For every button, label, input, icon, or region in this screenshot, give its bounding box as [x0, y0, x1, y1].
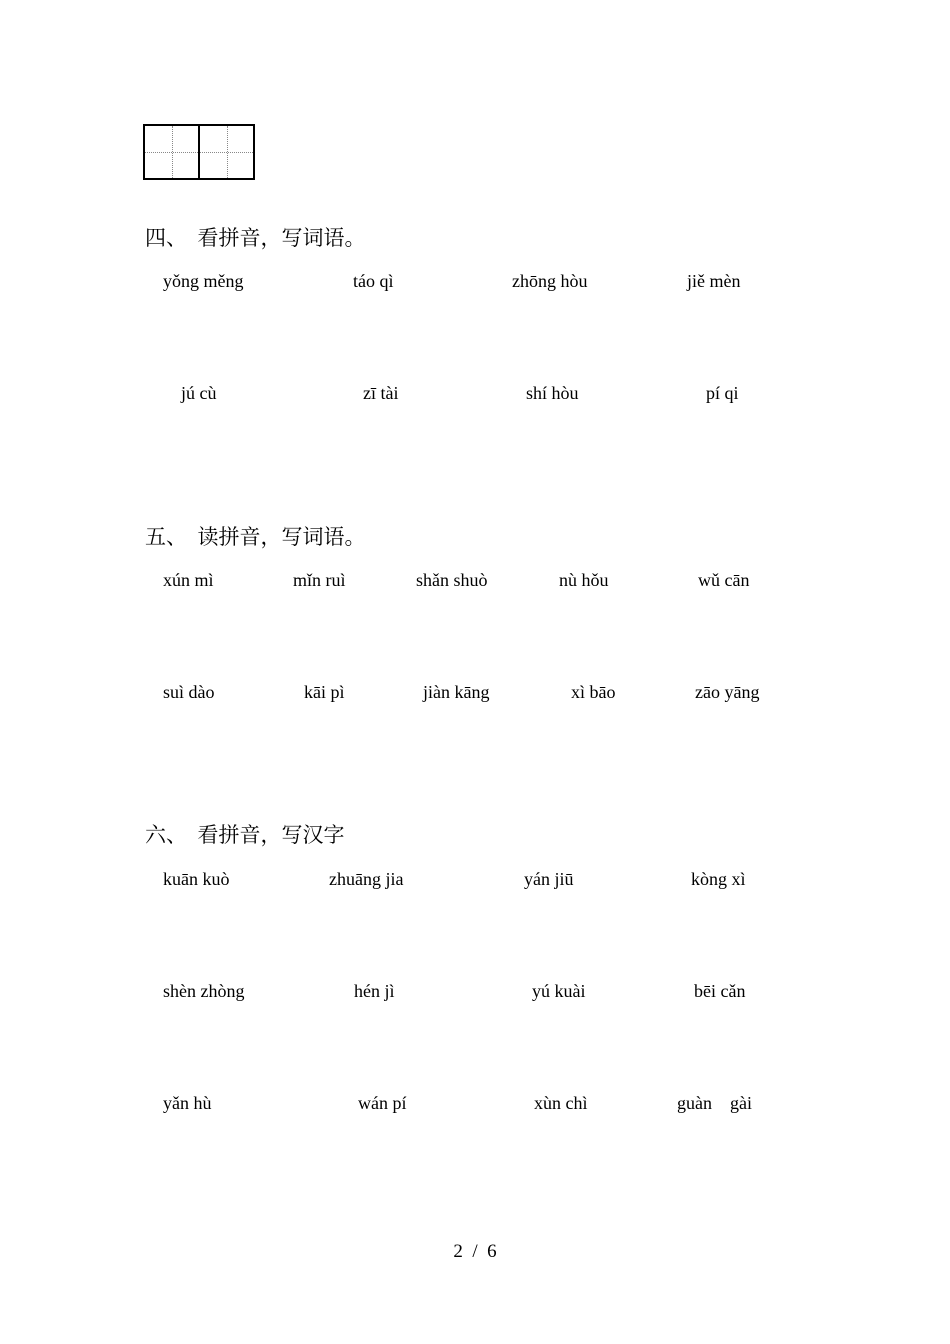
- pinyin-item: zhōng hòu: [512, 271, 588, 291]
- pinyin-item: kuān kuò: [163, 869, 230, 889]
- pinyin-item: bēi cǎn: [694, 981, 746, 1001]
- writing-grid-cell: [145, 126, 198, 178]
- pinyin-item: zhuāng jia: [329, 869, 404, 889]
- page-number: 2 / 6: [453, 1241, 497, 1262]
- pinyin-item: yú kuài: [532, 981, 586, 1001]
- pinyin-item: mǐn ruì: [293, 570, 346, 590]
- pinyin-item: wǔ cān: [698, 570, 750, 590]
- pinyin-item: jiàn kāng: [423, 682, 490, 702]
- pinyin-item: guàn gài: [677, 1093, 752, 1113]
- pinyin-item: zī tài: [363, 383, 399, 403]
- pinyin-item: kòng xì: [691, 869, 746, 889]
- section4-heading: 四、 看拼音，写词语。: [145, 226, 366, 250]
- pinyin-item: pí qi: [706, 383, 739, 403]
- pinyin-item: yán jiū: [524, 869, 574, 889]
- pinyin-item: nù hǒu: [559, 570, 609, 590]
- pinyin-item: jú cù: [181, 383, 217, 403]
- pinyin-item: suì dào: [163, 682, 215, 702]
- section5-heading: 五、 读拼音，写词语。: [145, 525, 366, 549]
- pinyin-item: xì bāo: [571, 682, 616, 702]
- pinyin-item: táo qì: [353, 271, 394, 291]
- pinyin-item: yǒng měng: [163, 271, 244, 291]
- pinyin-item: hén jì: [354, 981, 395, 1001]
- pinyin-item: zāo yāng: [695, 682, 760, 702]
- pinyin-item: jiě mèn: [687, 271, 741, 291]
- pinyin-item: xùn chì: [534, 1093, 588, 1113]
- pinyin-item: shèn zhòng: [163, 981, 245, 1001]
- pinyin-item: shǎn shuò: [416, 570, 488, 590]
- writing-grid-cell: [198, 126, 253, 178]
- pinyin-item: wán pí: [358, 1093, 407, 1113]
- writing-grid-box: [143, 124, 255, 180]
- pinyin-item: kāi pì: [304, 682, 345, 702]
- section6-heading: 六、 看拼音，写汉字: [145, 823, 345, 847]
- pinyin-item: yǎn hù: [163, 1093, 212, 1113]
- pinyin-item: shí hòu: [526, 383, 579, 403]
- pinyin-item: xún mì: [163, 570, 214, 590]
